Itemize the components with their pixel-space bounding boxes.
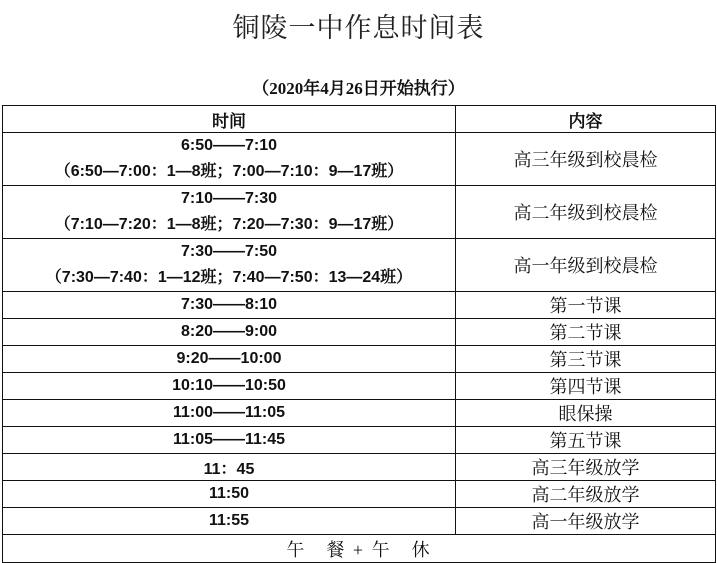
time-detail: （6:50—7:00：1—8班；7:00—7:10：9—17班） <box>54 163 404 180</box>
header-content: 内容 <box>456 106 716 133</box>
time-cell: 11:05——11:45 <box>3 427 456 454</box>
lunch-break: 午 餐 + 午 休 <box>3 535 716 563</box>
content-cell: 高一年级到校晨检 <box>456 239 716 292</box>
content-cell: 眼保操 <box>456 400 716 427</box>
time-cell: 11：45 <box>3 454 456 481</box>
time-cell: 11:00——11:05 <box>3 400 456 427</box>
content-cell: 高三年级放学 <box>456 454 716 481</box>
content-cell: 高二年级放学 <box>456 481 716 508</box>
content-cell: 高三年级到校晨检 <box>456 133 716 186</box>
footer-row <box>3 535 716 563</box>
time-cell: 7:30——8:10 <box>3 292 456 319</box>
table-row <box>3 133 716 186</box>
table-row <box>3 319 716 346</box>
table-row <box>3 454 716 481</box>
time-cell: 8:20——9:00 <box>3 319 456 346</box>
table-row <box>3 373 716 400</box>
content-cell: 第二节课 <box>456 319 716 346</box>
content-cell: 第四节课 <box>456 373 716 400</box>
table-row <box>3 346 716 373</box>
time-cell: 9:20——10:00 <box>3 346 456 373</box>
time-range: 6:50——7:10 <box>180 137 278 154</box>
page-title: 铜陵一中作息时间表 <box>232 13 485 43</box>
time-range: 7:30——7:50 <box>180 243 278 260</box>
schedule-table <box>2 105 716 563</box>
table-row <box>3 508 716 535</box>
time-range: 7:10——7:30 <box>180 190 278 207</box>
header-time: 时间 <box>3 106 456 133</box>
time-cell <box>3 239 456 292</box>
table-row <box>3 292 716 319</box>
content-cell: 第五节课 <box>456 427 716 454</box>
time-detail: （7:10—7:20：1—8班；7:20—7:30：9—17班） <box>54 216 404 233</box>
table-row <box>3 427 716 454</box>
header-row <box>3 106 716 133</box>
table-row <box>3 481 716 508</box>
table-row <box>3 239 716 292</box>
time-cell: 11:50 <box>3 481 456 508</box>
time-cell <box>3 133 456 186</box>
time-cell <box>3 186 456 239</box>
content-cell: 第一节课 <box>456 292 716 319</box>
time-detail: （7:30—7:40：1—12班；7:40—7:50：13—24班） <box>45 269 413 286</box>
table-row <box>3 186 716 239</box>
table-row <box>3 400 716 427</box>
content-cell: 高一年级放学 <box>456 508 716 535</box>
content-cell: 第三节课 <box>456 346 716 373</box>
time-cell: 11:55 <box>3 508 456 535</box>
time-cell: 10:10——10:50 <box>3 373 456 400</box>
effective-date: （2020年4月26日开始执行） <box>252 79 465 98</box>
content-cell: 高二年级到校晨检 <box>456 186 716 239</box>
